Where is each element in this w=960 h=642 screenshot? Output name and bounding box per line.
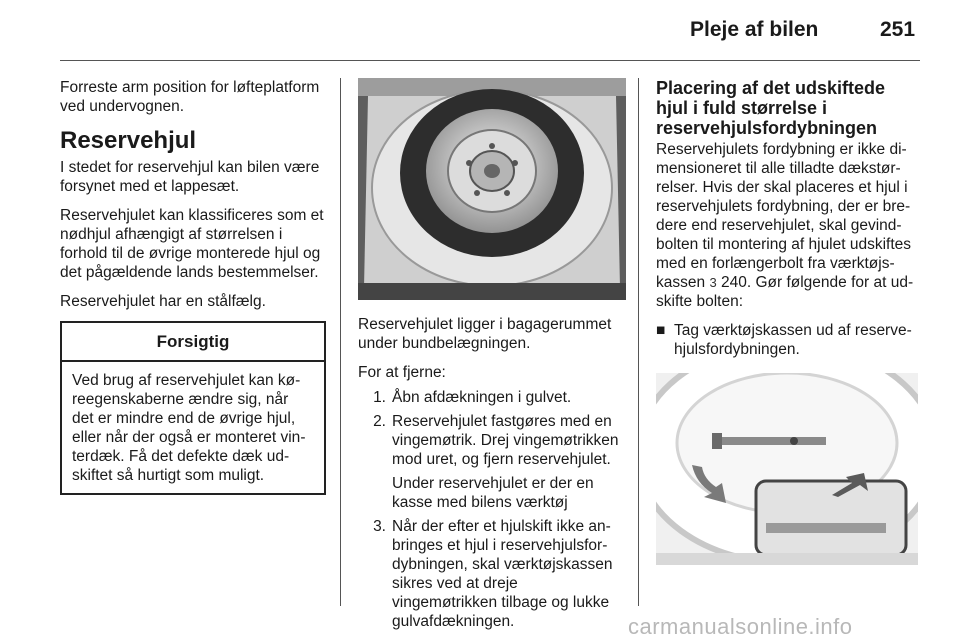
paragraph: Reservehjulet kan klassificeres som et nødhjul afhængigt af størrelsen i forhold til de øvrige monterede hjul og det pågældende lands bestemmelser.: [60, 207, 324, 281]
column-1: [60, 78, 326, 495]
section-heading: Reservehjul: [60, 127, 197, 154]
section-heading: Placering af det udskiftede hjul i fuld størrelse i reservehjulsfordybningen: [656, 78, 886, 138]
step-number: 1.: [373, 389, 386, 406]
step-text: Under reservehjulet er der en kasse med bilens værktøj: [392, 475, 594, 511]
column-3: [656, 78, 922, 570]
paragraph-tail: 240. Gør følgende for at udskifte bolten:: [656, 274, 914, 310]
paragraph: [656, 140, 922, 311]
step-text: Åbn afdækningen i gulvet.: [392, 389, 572, 406]
toolbox-illustration: [656, 373, 918, 565]
spare-wheel-photo: [358, 78, 626, 300]
paragraph-text: Reservehjulets fordybning er ikke dimensioneret til alle tilladte dækstørrelser. Hvis der skal placeres et hjul i reservehjulets fordybning, der er bredere end reservehjulet, skal gevindbolten til montering af hjulet udskiftes med en forlængerbolt fra værktøjskassen: [656, 141, 912, 291]
step-number: 2.: [373, 413, 386, 430]
header-title: Pleje af bilen: [690, 18, 819, 41]
list-item: [358, 412, 626, 469]
column-divider-2: [638, 78, 639, 606]
caution-title: Forsigtig: [62, 323, 324, 362]
step-number: [358, 474, 392, 512]
list-item: [358, 474, 626, 512]
column-2: [358, 78, 626, 636]
page-number: 251: [880, 18, 916, 41]
column-divider-1: [340, 78, 341, 606]
remove-intro: For at fjerne:: [358, 364, 446, 381]
step-number: 3.: [373, 518, 386, 535]
step-text: Når der efter et hjulskift ikke anbringes et hjul i reservehjulsfordybningen, skal værktøjskassen sikres ved at dreje vingemøtrikken tilbage og lukke gulvafdækningen.: [392, 518, 613, 630]
caution-box: [60, 321, 326, 495]
caution-text: Ved brug af reservehjulet kan køreegenskaberne ændre sig, når det er mindre end de øvrige hjul, eller når der også er monteret vinterdæk. Få det defekte dæk udskiftet så hurtigt som muligt.: [72, 372, 306, 484]
list-item: [358, 517, 626, 631]
bullet-text: Tag værktøjskassen ud af reservehjulsfordybningen.: [674, 322, 912, 358]
paragraph: I stedet for reservehjul kan bilen være forsynet med et lappesæt.: [60, 159, 320, 195]
intro-text: Forreste arm position for løfteplatform ved undervognen.: [60, 79, 320, 115]
watermark: carmanualsonline.info: [628, 614, 853, 639]
step-text: Reservehjulet fastgøres med en vingemøtrik. Drej vingemøtrikken mod uret, og fjern reservehjulet.: [392, 413, 619, 468]
arrow-ref-icon: 3: [709, 275, 717, 290]
paragraph: Reservehjulet har en stålfælg.: [60, 293, 266, 310]
photo-caption: Reservehjulet ligger i bagagerummet under bundbelægningen.: [358, 316, 612, 352]
bullet-mark: ■: [656, 322, 666, 339]
removal-steps: [358, 388, 626, 631]
bullet-item: [656, 321, 922, 359]
list-item: [358, 388, 626, 407]
header-divider: [60, 60, 920, 61]
